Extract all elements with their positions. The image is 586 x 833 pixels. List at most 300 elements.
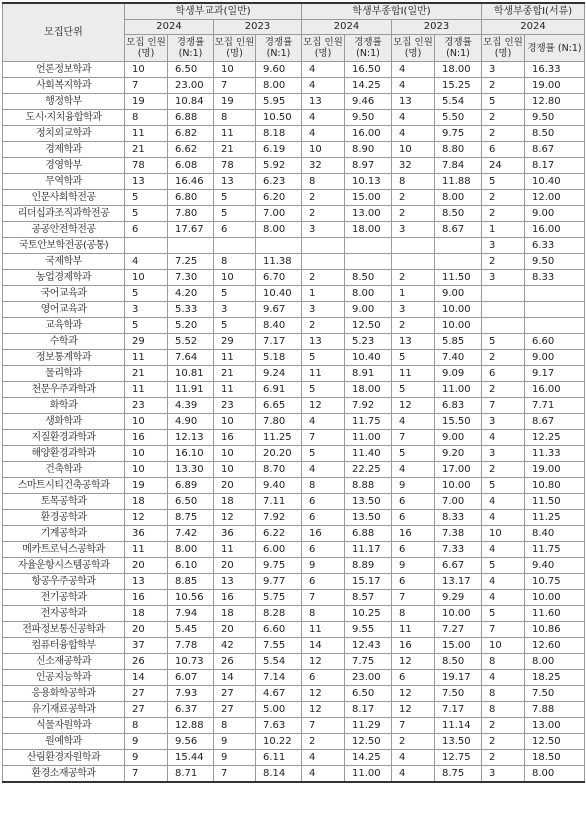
recruit-count-cell: 6	[392, 574, 435, 590]
competition-ratio-cell: 19.17	[435, 670, 482, 686]
recruit-count-cell: 2	[482, 78, 525, 94]
competition-ratio-cell: 9.09	[435, 366, 482, 382]
recruit-count-cell: 4	[392, 462, 435, 478]
competition-ratio-cell: 9.46	[345, 94, 392, 110]
competition-ratio-cell: 7.50	[435, 686, 482, 702]
recruit-count-cell: 3	[482, 270, 525, 286]
recruit-count-cell: 16	[392, 526, 435, 542]
competition-ratio-cell: 22.25	[345, 462, 392, 478]
competition-ratio-cell: 6.82	[168, 126, 214, 142]
competition-ratio-cell: 8.40	[525, 526, 585, 542]
department-name: 도시·지치융합학과	[3, 110, 125, 126]
competition-ratio-cell: 5.75	[256, 590, 302, 606]
recruit-count-cell: 11	[392, 622, 435, 638]
competition-ratio-cell: 8.00	[525, 766, 585, 783]
competition-ratio-cell: 18.00	[345, 222, 392, 238]
recruit-count-cell: 3	[302, 302, 345, 318]
competition-ratio-cell: 15.50	[435, 414, 482, 430]
department-name: 자율운항시스템공학과	[3, 558, 125, 574]
table-row	[3, 494, 585, 510]
recruit-count-cell: 11	[302, 366, 345, 382]
recruit-count-cell: 6	[392, 670, 435, 686]
recruit-count-cell: 23	[125, 398, 168, 414]
recruit-count-cell: 20	[214, 558, 256, 574]
recruit-count-cell: 2	[482, 734, 525, 750]
recruit-count-cell: 2	[392, 318, 435, 334]
recruit-count-cell: 21	[125, 366, 168, 382]
competition-ratio-cell: 11.60	[525, 606, 585, 622]
recruit-count-cell: 2	[482, 462, 525, 478]
competition-ratio-cell: 11.50	[435, 270, 482, 286]
recruit-count-cell: 12	[392, 702, 435, 718]
competition-ratio-cell: 12.50	[525, 734, 585, 750]
competition-ratio-cell: 5.85	[435, 334, 482, 350]
competition-ratio-cell: 10.00	[435, 302, 482, 318]
department-name: 건축학과	[3, 462, 125, 478]
recruit-count-cell: 36	[214, 526, 256, 542]
competition-ratio-cell: 9.00	[525, 206, 585, 222]
year-header: 2023	[392, 20, 482, 35]
competition-ratio-cell: 7.92	[345, 398, 392, 414]
competition-ratio-cell: 8.28	[256, 606, 302, 622]
competition-ratio-cell: 18.25	[525, 670, 585, 686]
recruit-count-cell: 9	[125, 750, 168, 766]
recruit-count-cell: 4	[392, 62, 435, 78]
recruit-count-cell	[482, 302, 525, 318]
competition-ratio-cell: 10.22	[256, 734, 302, 750]
recruit-count-cell: 14	[302, 638, 345, 654]
competition-ratio-cell: 23.00	[345, 670, 392, 686]
recruit-count-cell: 13	[392, 94, 435, 110]
recruit-count-cell: 10	[392, 142, 435, 158]
competition-ratio-cell: 10.50	[256, 110, 302, 126]
department-name: 기계공학과	[3, 526, 125, 542]
recruit-count-cell: 27	[214, 686, 256, 702]
table-row	[3, 414, 585, 430]
recruit-count-cell: 6	[302, 670, 345, 686]
competition-ratio-cell: 6.10	[168, 558, 214, 574]
competition-ratio-cell: 5.54	[435, 94, 482, 110]
recruit-count-cell: 8	[482, 702, 525, 718]
recruit-count-cell: 5	[482, 334, 525, 350]
recruit-count-cell: 9	[214, 750, 256, 766]
competition-ratio-cell: 13.17	[435, 574, 482, 590]
competition-ratio-cell: 16.10	[168, 446, 214, 462]
competition-ratio-cell: 10.73	[168, 654, 214, 670]
competition-ratio-cell	[435, 254, 482, 270]
recruit-count-cell: 4	[302, 462, 345, 478]
department-name: 화학과	[3, 398, 125, 414]
competition-ratio-cell: 7.75	[345, 654, 392, 670]
recruit-count-cell: 6	[482, 366, 525, 382]
competition-ratio-cell: 8.00	[525, 654, 585, 670]
competition-ratio-cell: 6.50	[345, 686, 392, 702]
competition-ratio-cell: 8.97	[345, 158, 392, 174]
competition-ratio-cell: 6.23	[256, 174, 302, 190]
recruit-count-cell: 4	[392, 766, 435, 783]
competition-ratio-cell: 8.89	[345, 558, 392, 574]
recruit-count-cell: 20	[125, 558, 168, 574]
recruit-count-cell: 9	[214, 734, 256, 750]
recruit-count-cell: 8	[482, 654, 525, 670]
competition-ratio-cell: 7.84	[435, 158, 482, 174]
competition-ratio-cell: 6.11	[256, 750, 302, 766]
competition-ratio-cell: 12.80	[525, 94, 585, 110]
recruit-count-cell: 3	[392, 222, 435, 238]
department-name: 해양환경과학과	[3, 446, 125, 462]
recruit-count-cell: 13	[214, 174, 256, 190]
recruit-count-cell: 21	[214, 366, 256, 382]
recruit-count-cell	[302, 238, 345, 254]
recruit-count-cell: 3	[482, 446, 525, 462]
department-name: 정치외교학과	[3, 126, 125, 142]
competition-ratio-cell: 16.50	[345, 62, 392, 78]
department-name: 수학과	[3, 334, 125, 350]
competition-ratio-header: 경쟁률 (N:1)	[256, 35, 302, 62]
competition-ratio-cell: 5.00	[256, 702, 302, 718]
recruit-count-cell: 6	[302, 542, 345, 558]
recruit-count-cell	[482, 318, 525, 334]
competition-ratio-cell: 12.13	[168, 430, 214, 446]
recruit-count-cell: 3	[482, 414, 525, 430]
competition-ratio-cell: 8.50	[435, 206, 482, 222]
department-name: 경제학과	[3, 142, 125, 158]
competition-ratio-cell: 13.50	[435, 734, 482, 750]
recruit-count-cell: 3	[302, 222, 345, 238]
recruit-count-cell: 8	[214, 110, 256, 126]
competition-ratio-cell: 11.00	[435, 382, 482, 398]
recruit-count-cell: 6	[482, 142, 525, 158]
recruit-count-cell: 4	[482, 670, 525, 686]
competition-ratio-cell: 6.83	[435, 398, 482, 414]
competition-ratio-cell: 8.33	[525, 270, 585, 286]
competition-ratio-cell: 8.85	[168, 574, 214, 590]
recruit-count-cell: 32	[302, 158, 345, 174]
department-name: 환경소재공학과	[3, 766, 125, 783]
competition-ratio-cell: 6.88	[345, 526, 392, 542]
competition-ratio-cell: 10.00	[435, 606, 482, 622]
competition-ratio-cell: 8.40	[256, 318, 302, 334]
recruit-count-cell: 20	[214, 478, 256, 494]
competition-ratio-cell: 5.95	[256, 94, 302, 110]
competition-ratio-cell: 11.14	[435, 718, 482, 734]
recruit-count-cell: 1	[392, 286, 435, 302]
recruit-count-cell: 5	[392, 446, 435, 462]
recruit-count-cell: 16	[392, 638, 435, 654]
recruit-count-cell: 5	[125, 286, 168, 302]
table-row	[3, 622, 585, 638]
department-name: 교육학과	[3, 318, 125, 334]
competition-ratio-cell: 6.19	[256, 142, 302, 158]
recruit-count-cell: 8	[392, 174, 435, 190]
competition-ratio-cell: 7.40	[435, 350, 482, 366]
recruit-count-cell	[125, 238, 168, 254]
recruit-count-cell: 1	[482, 222, 525, 238]
competition-ratio-cell: 10.75	[525, 574, 585, 590]
competition-ratio-cell: 10.00	[435, 478, 482, 494]
competition-ratio-cell: 10.13	[345, 174, 392, 190]
table-row	[3, 462, 585, 478]
competition-ratio-cell: 12.25	[525, 430, 585, 446]
year-header: 2024	[302, 20, 392, 35]
competition-ratio-cell: 9.00	[345, 302, 392, 318]
unit-header: 모집단위	[3, 3, 125, 62]
competition-ratio-cell: 8.00	[256, 78, 302, 94]
recruit-count-cell: 26	[125, 654, 168, 670]
competition-ratio-cell: 13.30	[168, 462, 214, 478]
table-row	[3, 286, 585, 302]
table-row	[3, 318, 585, 334]
department-name: 국제학부	[3, 254, 125, 270]
recruit-count-cell: 4	[482, 574, 525, 590]
competition-ratio-cell: 14.25	[345, 750, 392, 766]
competition-ratio-cell: 4.39	[168, 398, 214, 414]
table-row	[3, 142, 585, 158]
competition-ratio-cell: 7.88	[525, 702, 585, 718]
table-row	[3, 350, 585, 366]
recruit-count-cell: 14	[125, 670, 168, 686]
group-header: 학생부교과(일반)	[125, 3, 302, 20]
recruit-count-cell: 10	[482, 526, 525, 542]
recruit-count-cell: 4	[302, 766, 345, 783]
recruit-count-cell: 2	[482, 110, 525, 126]
recruit-count-cell: 7	[302, 590, 345, 606]
recruit-count-cell: 12	[302, 686, 345, 702]
competition-ratio-cell: 9.00	[435, 286, 482, 302]
table-row	[3, 654, 585, 670]
recruit-count-cell: 18	[214, 606, 256, 622]
competition-ratio-cell: 9.00	[525, 350, 585, 366]
competition-ratio-cell: 7.71	[525, 398, 585, 414]
competition-ratio-cell: 10.84	[168, 94, 214, 110]
recruit-count-cell: 8	[125, 718, 168, 734]
recruit-count-cell: 2	[482, 126, 525, 142]
recruit-count-cell: 1	[302, 286, 345, 302]
recruit-count-cell: 11	[302, 622, 345, 638]
recruit-count-cell: 10	[482, 638, 525, 654]
competition-ratio-cell: 10.81	[168, 366, 214, 382]
competition-ratio-cell: 7.25	[168, 254, 214, 270]
recruit-count-cell: 4	[482, 494, 525, 510]
competition-ratio-cell: 23.00	[168, 78, 214, 94]
competition-ratio-cell: 16.00	[525, 222, 585, 238]
competition-ratio-cell: 5.52	[168, 334, 214, 350]
competition-ratio-cell: 9.24	[256, 366, 302, 382]
competition-ratio-cell: 6.80	[168, 190, 214, 206]
competition-ratio-cell: 5.33	[168, 302, 214, 318]
recruit-count-cell: 11	[214, 542, 256, 558]
recruit-count-cell: 5	[214, 286, 256, 302]
competition-ratio-cell: 16.00	[345, 126, 392, 142]
table-row	[3, 510, 585, 526]
table-row	[3, 398, 585, 414]
recruit-count-cell: 8	[482, 686, 525, 702]
recruit-count-header: 모집 인원(명)	[392, 35, 435, 62]
competition-ratio-cell: 6.60	[256, 622, 302, 638]
competition-ratio-cell: 6.08	[168, 158, 214, 174]
competition-ratio-cell	[525, 302, 585, 318]
competition-ratio-cell: 7.27	[435, 622, 482, 638]
recruit-count-header: 모집 인원(명)	[214, 35, 256, 62]
table-row	[3, 334, 585, 350]
competition-ratio-cell: 8.33	[435, 510, 482, 526]
table-row	[3, 446, 585, 462]
recruit-count-cell: 2	[482, 206, 525, 222]
recruit-count-cell: 6	[302, 510, 345, 526]
department-name: 인공지능학과	[3, 670, 125, 686]
recruit-count-cell: 5	[482, 478, 525, 494]
competition-ratio-cell: 11.91	[168, 382, 214, 398]
recruit-count-cell: 4	[302, 78, 345, 94]
competition-ratio-cell: 8.00	[345, 286, 392, 302]
recruit-count-cell: 18	[125, 494, 168, 510]
competition-ratio-cell: 7.78	[168, 638, 214, 654]
recruit-count-cell: 26	[214, 654, 256, 670]
recruit-count-cell: 12	[302, 654, 345, 670]
competition-ratio-cell: 15.00	[345, 190, 392, 206]
competition-ratio-cell: 6.00	[256, 542, 302, 558]
recruit-count-cell: 10	[214, 446, 256, 462]
recruit-count-cell: 27	[125, 686, 168, 702]
recruit-count-cell: 5	[482, 94, 525, 110]
recruit-count-cell: 4	[302, 414, 345, 430]
table-row	[3, 606, 585, 622]
competition-ratio-cell: 7.00	[256, 206, 302, 222]
competition-ratio-cell: 18.00	[435, 62, 482, 78]
table-row	[3, 686, 585, 702]
table-row	[3, 382, 585, 398]
competition-ratio-cell: 6.70	[256, 270, 302, 286]
recruit-count-cell: 19	[214, 94, 256, 110]
competition-ratio-cell: 9.50	[345, 110, 392, 126]
recruit-count-cell: 32	[392, 158, 435, 174]
department-name: 컴퓨터융합학부	[3, 638, 125, 654]
table-row	[3, 126, 585, 142]
competition-ratio-cell: 5.92	[256, 158, 302, 174]
competition-ratio-header: 경쟁률 (N:1)	[345, 35, 392, 62]
competition-ratio-cell: 6.37	[168, 702, 214, 718]
recruit-count-cell: 7	[482, 398, 525, 414]
competition-ratio-cell: 9.55	[345, 622, 392, 638]
competition-ratio-cell: 10.86	[525, 622, 585, 638]
competition-ratio-cell: 8.67	[435, 222, 482, 238]
competition-ratio-cell: 8.75	[435, 766, 482, 783]
competition-ratio-cell: 7.94	[168, 606, 214, 622]
table-row	[3, 222, 585, 238]
competition-ratio-cell: 6.67	[435, 558, 482, 574]
competition-ratio-cell: 11.75	[525, 542, 585, 558]
competition-ratio-cell: 7.00	[435, 494, 482, 510]
department-name: 사회복지학과	[3, 78, 125, 94]
competition-ratio-cell: 7.80	[256, 414, 302, 430]
recruit-count-cell: 7	[125, 78, 168, 94]
recruit-count-cell: 7	[482, 622, 525, 638]
competition-ratio-cell: 9.67	[256, 302, 302, 318]
recruit-count-cell: 7	[214, 78, 256, 94]
department-name: 생화학과	[3, 414, 125, 430]
recruit-count-cell: 42	[214, 638, 256, 654]
recruit-count-cell: 3	[482, 238, 525, 254]
table-row	[3, 558, 585, 574]
competition-ratio-cell: 7.17	[256, 334, 302, 350]
table-row	[3, 206, 585, 222]
recruit-count-cell	[214, 238, 256, 254]
recruit-count-cell: 6	[125, 222, 168, 238]
competition-ratio-cell: 6.50	[168, 62, 214, 78]
recruit-count-cell: 20	[125, 622, 168, 638]
recruit-count-cell: 11	[214, 350, 256, 366]
department-name: 토목공학과	[3, 494, 125, 510]
competition-ratio-cell: 12.88	[168, 718, 214, 734]
recruit-count-header: 모집 인원(명)	[482, 35, 525, 62]
table-row	[3, 702, 585, 718]
table-row	[3, 110, 585, 126]
table-row	[3, 478, 585, 494]
competition-ratio-cell: 6.89	[168, 478, 214, 494]
competition-ratio-cell: 6.65	[256, 398, 302, 414]
department-name: 식물자원학과	[3, 718, 125, 734]
competition-ratio-cell: 8.80	[435, 142, 482, 158]
competition-ratio-cell: 8.00	[435, 190, 482, 206]
recruit-count-cell: 5	[392, 382, 435, 398]
competition-ratio-cell: 11.00	[345, 766, 392, 783]
recruit-count-cell: 27	[125, 702, 168, 718]
competition-ratio-cell	[525, 318, 585, 334]
competition-ratio-cell: 15.25	[435, 78, 482, 94]
recruit-count-cell: 13	[302, 94, 345, 110]
recruit-count-cell: 2	[482, 350, 525, 366]
table-row	[3, 734, 585, 750]
recruit-count-cell: 4	[302, 62, 345, 78]
competition-ratio-header: 경쟁률 (N:1)	[435, 35, 482, 62]
recruit-count-cell: 7	[392, 718, 435, 734]
recruit-count-cell: 16	[302, 526, 345, 542]
competition-ratio-cell: 13.00	[345, 206, 392, 222]
recruit-count-cell: 8	[214, 718, 256, 734]
department-name: 전기공학과	[3, 590, 125, 606]
department-name: 전자공학과	[3, 606, 125, 622]
year-header: 2024	[482, 20, 585, 35]
recruit-count-cell: 3	[482, 62, 525, 78]
competition-ratio-cell: 11.38	[256, 254, 302, 270]
department-name: 국토안보학전공(공통)	[3, 238, 125, 254]
recruit-count-cell: 10	[125, 446, 168, 462]
table-row	[3, 718, 585, 734]
competition-ratio-cell	[525, 286, 585, 302]
competition-ratio-cell: 6.33	[525, 238, 585, 254]
recruit-count-cell: 7	[302, 430, 345, 446]
competition-ratio-cell: 10.56	[168, 590, 214, 606]
recruit-count-cell: 7	[214, 766, 256, 783]
competition-ratio-cell: 6.50	[168, 494, 214, 510]
recruit-count-cell: 2	[302, 270, 345, 286]
recruit-count-cell: 4	[302, 126, 345, 142]
competition-ratio-cell: 8.67	[525, 414, 585, 430]
department-name: 국어교육과	[3, 286, 125, 302]
recruit-count-cell: 8	[125, 110, 168, 126]
competition-ratio-cell: 8.90	[345, 142, 392, 158]
department-name: 경영학부	[3, 158, 125, 174]
competition-ratio-cell: 6.62	[168, 142, 214, 158]
competition-ratio-cell: 9.00	[435, 430, 482, 446]
recruit-count-cell: 9	[392, 478, 435, 494]
competition-ratio-cell: 7.93	[168, 686, 214, 702]
competition-ratio-cell: 7.80	[168, 206, 214, 222]
department-name: 스마트시티건축공학과	[3, 478, 125, 494]
recruit-count-cell: 6	[392, 542, 435, 558]
competition-ratio-cell: 12.50	[345, 318, 392, 334]
group-header: 학생부종합Ⅰ(일반)	[302, 3, 482, 20]
